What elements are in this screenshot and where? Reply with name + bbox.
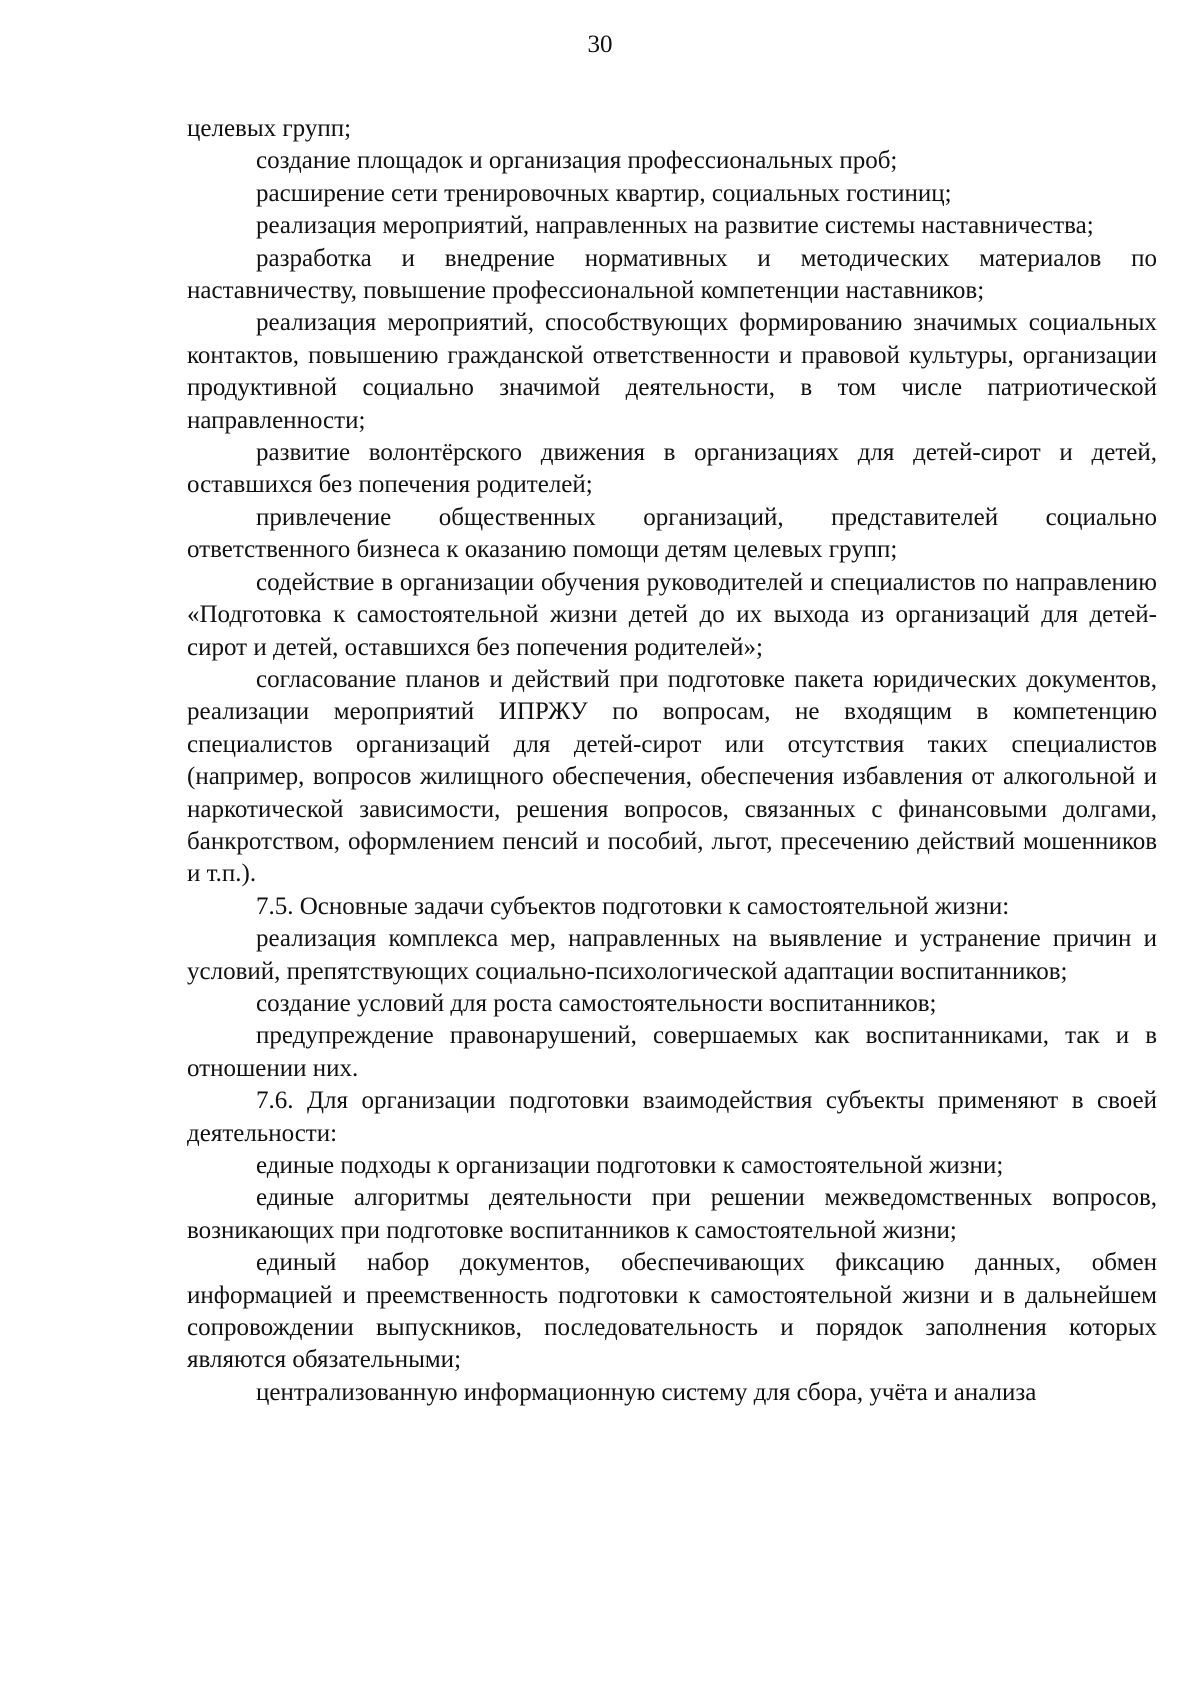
paragraph: создание площадок и организация профессиональных проб; <box>256 147 898 175</box>
document-body <box>187 113 1157 1409</box>
page-number: 30 <box>587 31 613 58</box>
paragraph: привлечение общественных организаций, представителей социально ответственного бизнеса к оказанию помощи детям целевых групп; <box>187 503 1157 564</box>
paragraph: реализация мероприятий, направленных на развитие системы наставничества; <box>256 212 1094 240</box>
paragraph: развитие волонтёрского движения в организациях для детей-сирот и детей, оставшихся без попечения родителей; <box>187 439 1157 499</box>
paragraph: согласование планов и действий при подготовке пакета юридических документов, реализации мероприятий ИПРЖУ по вопросам, не входящим в компетенцию специалистов организаций для детей-сирот или отсутствия таких специалистов (например, вопросов жилищного обеспечения, обеспечения избавления от алкогольной и наркотической зависимости, решения вопросов, связанных с финансовыми долгами, банкротством, оформлением пенсий и пособий, льгот, пресечению действий мошенников и т.п.). <box>187 665 1157 888</box>
paragraph: целевых групп; <box>187 115 352 142</box>
paragraph: единый набор документов, обеспечивающих фиксацию данных, обмен информацией и преемственность подготовки к самостоятельной жизни и в дальнейшем сопровождении выпускников, последовательность и порядок заполнения которых являются обязательными; <box>187 1249 1157 1374</box>
paragraph: разработка и внедрение нормативных и методических материалов по наставничеству, повышение профессиональной компетенции наставников; <box>187 244 1157 305</box>
paragraph: содействие в организации обучения руководителей и специалистов по направлению «Подготовка к самостоятельной жизни детей до их выхода из организаций для детей-сирот и детей, оставшихся без попечения родителей»; <box>187 568 1157 661</box>
paragraph: единые подходы к организации подготовки к самостоятельной жизни; <box>256 1152 1004 1179</box>
paragraph: предупреждение правонарушений, совершаемых как воспитанниками, так и в отношении них. <box>187 1022 1157 1082</box>
paragraph: реализация комплекса мер, направленных на выявление и устранение причин и условий, препятствующих социально-психологической адаптации воспитанников; <box>187 925 1157 985</box>
paragraph: расширение сети тренировочных квартир, социальных гостиниц; <box>256 179 952 207</box>
paragraph: централизованную информационную систему для сбора, учёта и анализа <box>256 1378 1037 1406</box>
paragraph: реализация мероприятий, способствующих формированию значимых социальных контактов, повышению гражданской ответственности и правовой культуры, организации продуктивной социально значимой деятельности, в том числе патриотической направленности; <box>187 309 1157 434</box>
section-heading-7-6: 7.6. Для организации подготовки взаимодействия субъекты применяют в своей деятельности: <box>187 1087 1157 1147</box>
paragraph: создание условий для роста самостоятельности воспитанников; <box>256 989 937 1017</box>
section-heading-7-5: 7.5. Основные задачи субъектов подготовки к самостоятельной жизни: <box>256 892 1010 920</box>
paragraph: единые алгоритмы деятельности при решении межведомственных вопросов, возникающих при подготовке воспитанников к самостоятельной жизни; <box>187 1184 1157 1244</box>
